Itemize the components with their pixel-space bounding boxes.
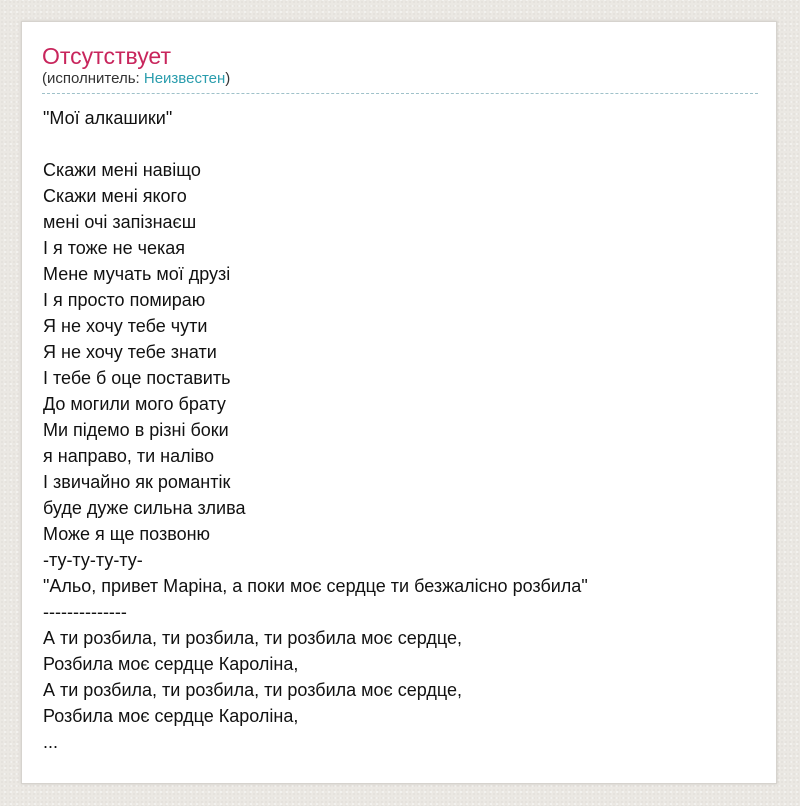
lyrics-card <box>21 21 777 784</box>
lyric-line: Я не хочу тебе знати <box>43 342 217 362</box>
lyric-line: Мене мучать мої друзі <box>43 264 231 284</box>
artist-suffix: ) <box>225 70 231 87</box>
lyric-line: А ти розбила, ти розбила, ти розбила моє сердце, <box>43 628 462 648</box>
lyric-line: Розбила моє сердце Кароліна, <box>43 706 299 726</box>
lyrics-text <box>43 105 759 755</box>
lyric-line: -ту-ту-ту-ту- <box>43 550 143 570</box>
lyric-line: Розбила моє сердце Кароліна, <box>43 654 299 674</box>
lyric-line: -------------- <box>43 602 127 622</box>
lyric-line: І тебе б оце поставить <box>43 368 231 388</box>
lyric-line: буде дуже сильна злива <box>43 498 246 518</box>
lyric-line: я направо, ти наліво <box>43 446 214 466</box>
lyric-line: І я просто помираю <box>43 290 206 310</box>
lyric-line: Скажи мені навіщо <box>43 160 201 180</box>
lyric-line <box>43 131 759 157</box>
lyric-line: "Мої алкашики" <box>43 108 173 128</box>
lyric-line: До могили мого брату <box>43 394 226 414</box>
artist-prefix: (исполнитель: <box>42 70 144 87</box>
lyric-line: І звичайно як романтік <box>43 472 231 492</box>
artist-line <box>42 69 758 89</box>
lyric-line: Я не хочу тебе чути <box>43 316 208 336</box>
lyric-line: ... <box>43 732 59 752</box>
song-title: Отсутствует <box>42 43 171 69</box>
lyric-line: мені очі запізнаєш <box>43 212 197 232</box>
lyric-line: Ми підемо в різні боки <box>43 420 229 440</box>
lyric-line: Може я ще позвоню <box>43 524 211 544</box>
lyric-line: А ти розбила, ти розбила, ти розбила моє сердце, <box>43 680 462 700</box>
lyric-line: "Альо, привет Маріна, а поки моє сердце ти безжалісно розбила" <box>43 576 588 596</box>
song-header <box>42 43 758 94</box>
lyric-line: Скажи мені якого <box>43 186 187 206</box>
lyric-line: І я тоже не чекая <box>43 238 186 258</box>
artist-link[interactable]: Неизвестен <box>143 70 226 87</box>
